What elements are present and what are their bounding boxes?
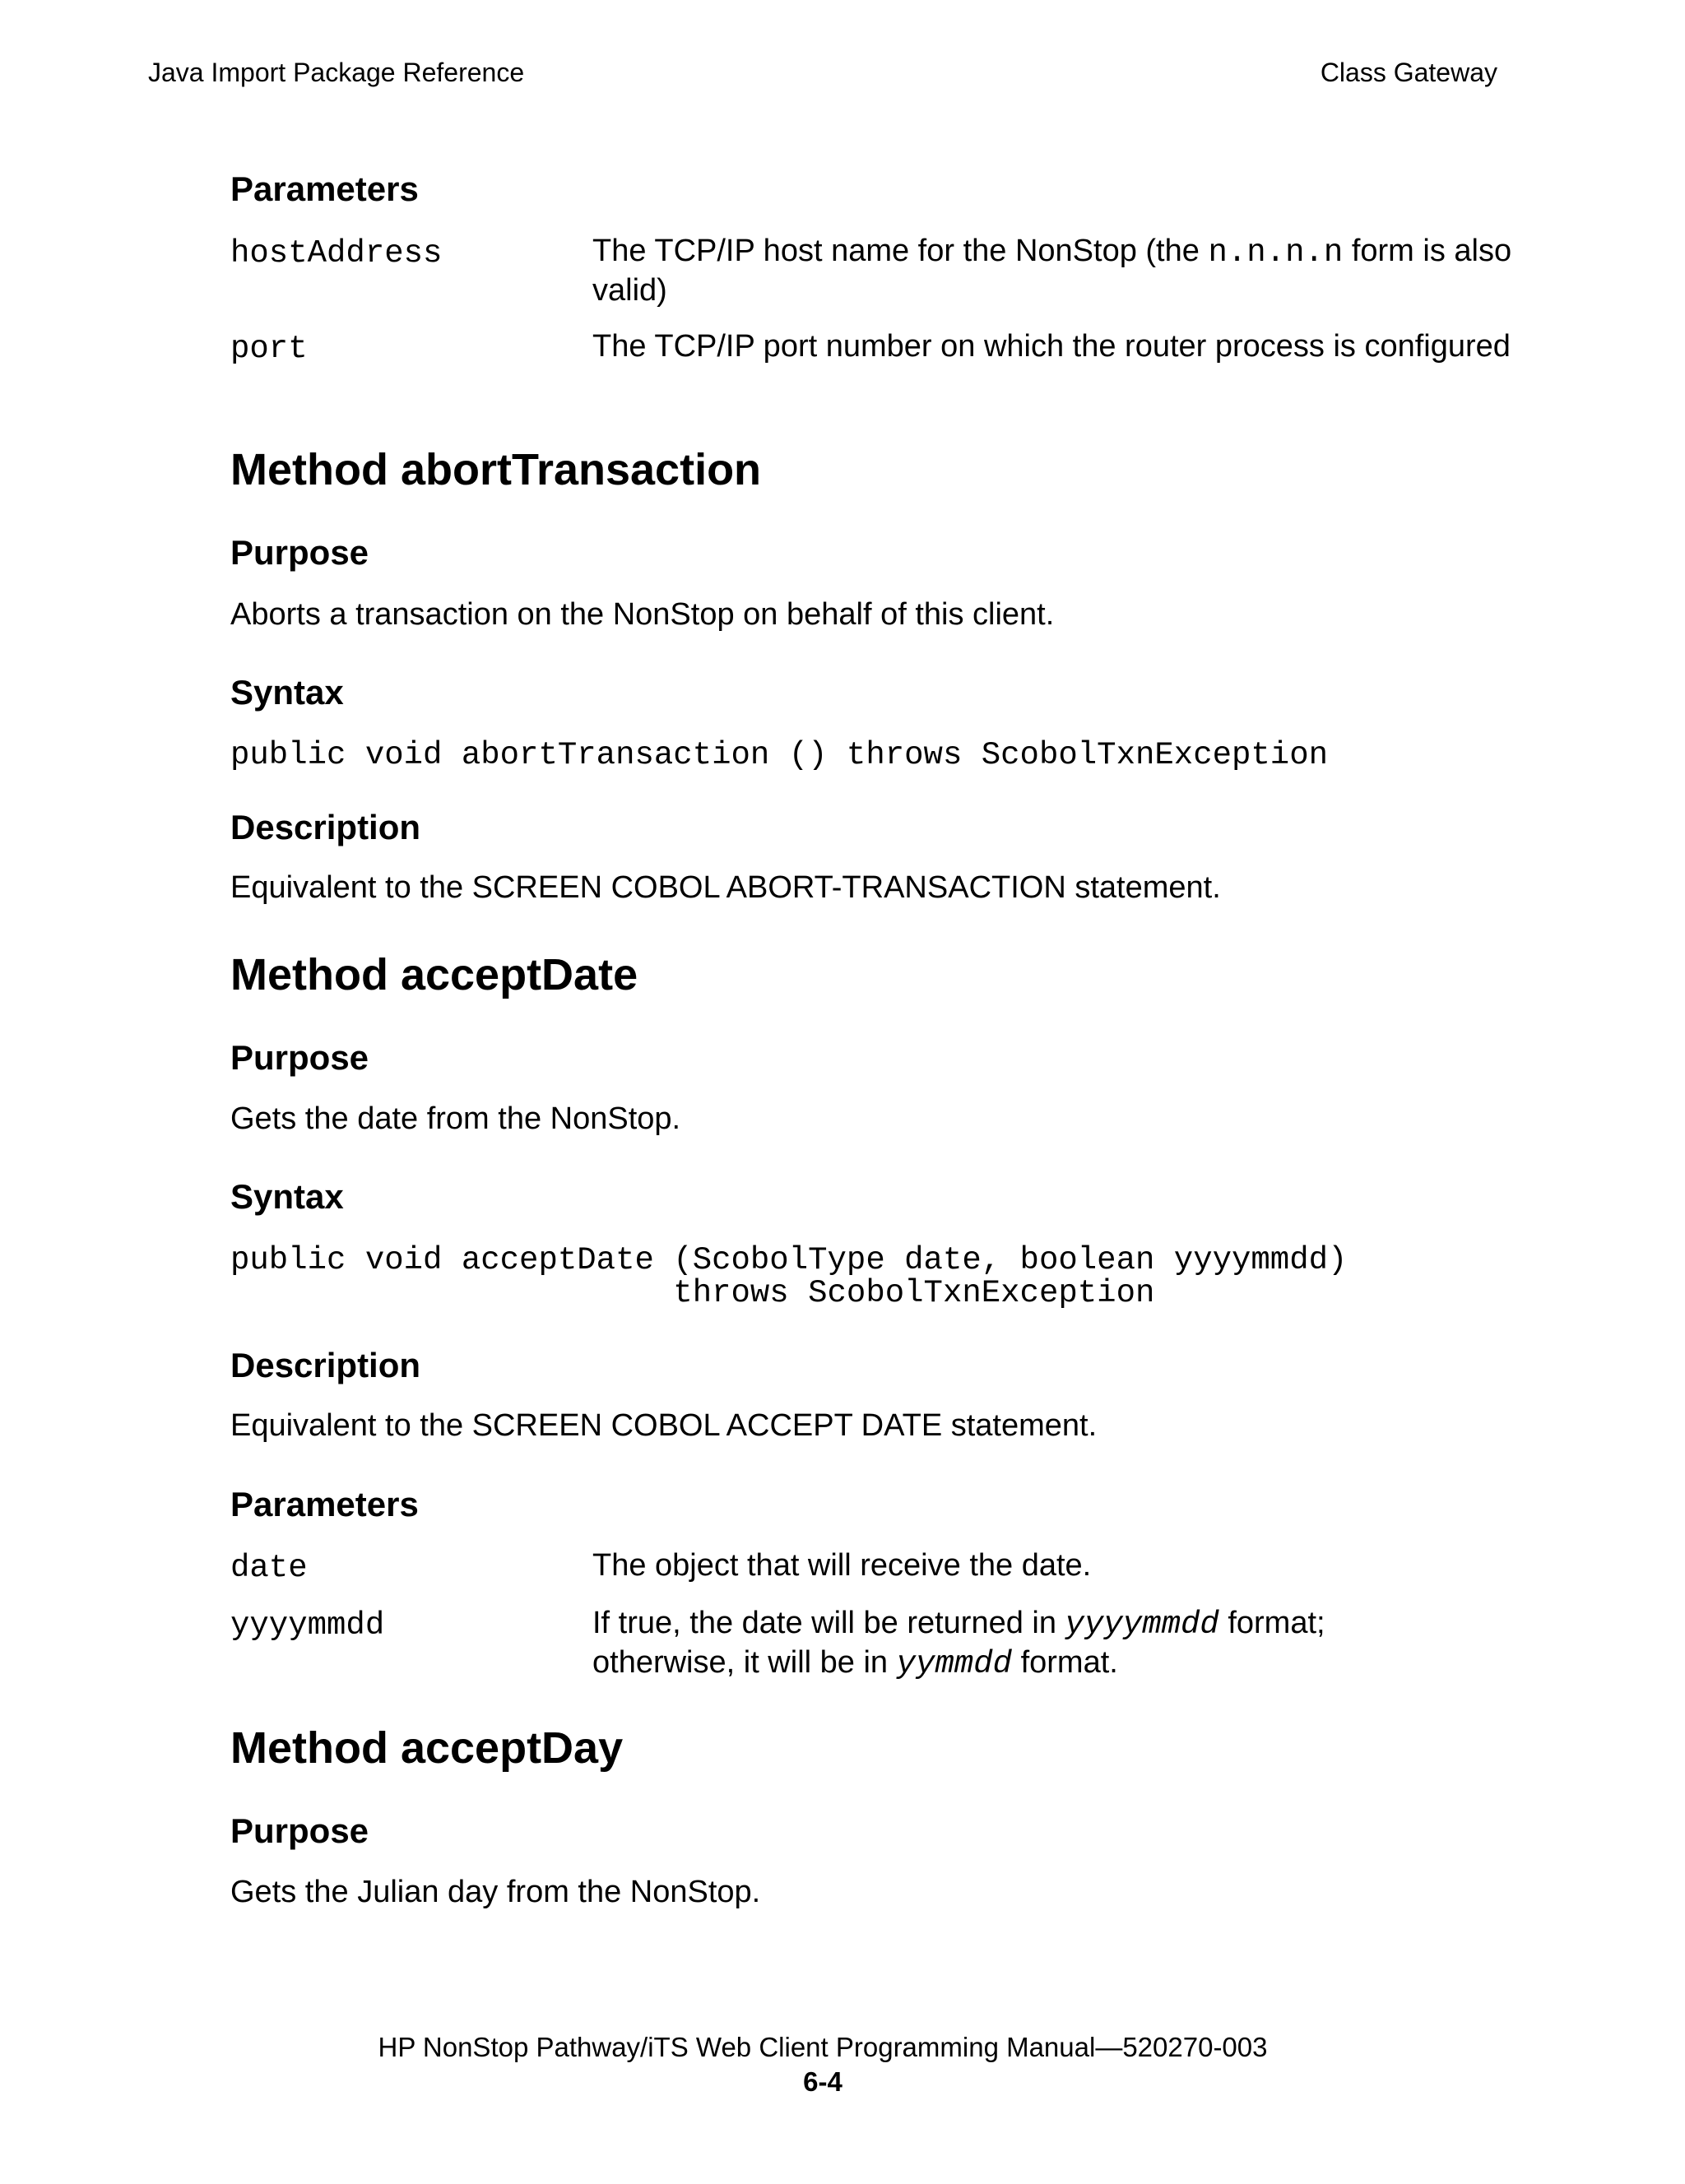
purpose-text: Gets the date from the NonStop. [230, 1101, 681, 1136]
purpose-text: Aborts a transaction on the NonStop on behalf of this client. [230, 597, 1055, 632]
footer-title: HP NonStop Pathway/iTS Web Client Programming Manual—520270-003 [378, 2032, 1268, 2062]
syntax-heading: Syntax [230, 673, 344, 712]
description-heading: Description [230, 808, 421, 846]
param-desc: The TCP/IP port number on which the router process is configured [592, 329, 1511, 364]
description-text: Equivalent to the SCREEN COBOL ACCEPT DATE statement. [230, 1408, 1098, 1443]
purpose-heading: Purpose [230, 1038, 369, 1077]
description-heading: Description [230, 1346, 421, 1384]
purpose-heading: Purpose [230, 1811, 369, 1850]
parameters-heading: Parameters [230, 1485, 419, 1523]
running-header-right: Class Gateway [1320, 58, 1497, 87]
param-desc: If true, the date will be returned in yyyymmdd format; otherwise, it will be in yymmdd format. [592, 1606, 1325, 1682]
syntax-code: public void abortTransaction () throws ScobolTxnException [230, 737, 1329, 773]
purpose-text: Gets the Julian day from the NonStop. [230, 1875, 761, 1909]
syntax-code: public void acceptDate (ScobolType date, boolean yyyymmdd) throws ScobolTxnException [230, 1242, 1348, 1311]
param-name: port [230, 331, 308, 367]
page-number: 6-4 [803, 2066, 842, 2097]
param-desc: The object that will receive the date. [592, 1548, 1092, 1583]
purpose-heading: Purpose [230, 533, 369, 572]
param-name: date [230, 1550, 308, 1586]
running-header-left: Java Import Package Reference [148, 58, 525, 87]
syntax-heading: Syntax [230, 1177, 344, 1216]
description-text: Equivalent to the SCREEN COBOL ABORT-TRANSACTION statement. [230, 870, 1221, 905]
method-title-aborttransaction: Method abortTransaction [230, 445, 762, 494]
method-title-acceptday: Method acceptDay [230, 1723, 624, 1773]
param-desc: The TCP/IP host name for the NonStop (the n.n.n.n form is also valid) [592, 234, 1512, 308]
param-name: hostAddress [230, 235, 443, 271]
method-title-acceptdate: Method acceptDate [230, 950, 638, 999]
param-name: yyyymmdd [230, 1607, 385, 1644]
parameters-heading: Parameters [230, 169, 419, 208]
